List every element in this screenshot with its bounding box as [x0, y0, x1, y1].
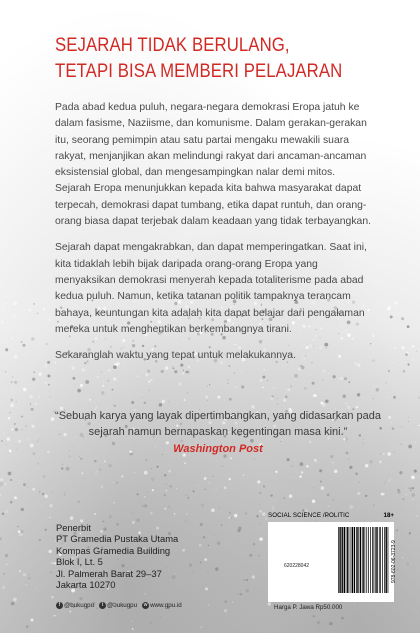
- barcode-box: [268, 510, 397, 611]
- publisher-info: [56, 522, 216, 590]
- synopsis-paragraph-1: Pada abad kedua puluh, negara-negara demokrasi Eropa jatuh ke dalam fasisme, Naziisme, dan komunisme. Dalam gerakan-gerakan itu, seorang pemimpin atau satu partai mengaku mewakili suara rakyat, menjanjikan akan melindungi rakyat dari ancaman-ancaman eksistensial global, dan mengesampingkan nalar demi mitos. Sejarah Eropa menunjukkan kepada kita bahwa masyarakat dapat terpecah, demokrasi dapat tumbang, etika dapat runtuh, dan orang-orang biasa dapat terjebak dalam keadaan yang tidak terbayangkan.: [55, 102, 371, 228]
- isbn-number: 978-602-06-3723-9: [391, 540, 397, 583]
- synopsis: [55, 100, 373, 374]
- facebook-icon: f: [56, 602, 63, 609]
- publisher-line: Blok I, Lt. 5: [56, 556, 103, 568]
- isbn-barcode: [336, 525, 390, 598]
- price-label: Harga P. Jawa Rp50.000: [274, 604, 343, 611]
- category-label: SOCIAL SCIENCE /POLITIC: [268, 511, 350, 519]
- quote-text: “Sebuah karya yang layak dipertimbangkan, yang didasarkan pada sejarah namun bernapaskan kegentingan masa kini.”: [55, 410, 381, 438]
- headline: [55, 32, 343, 84]
- publisher-line: Jakarta 10270: [56, 579, 116, 591]
- synopsis-paragraph-3: Sekaranglah waktu yang tepat untuk melakukannya.: [55, 350, 296, 362]
- publisher-line: Jl. Palmerah Barat 29–37: [56, 567, 162, 579]
- headline-line-1: SEJARAH TIDAK BERULANG,: [55, 34, 290, 56]
- social-links: [56, 602, 256, 609]
- globe-icon: w: [143, 602, 148, 608]
- publisher-label: Penerbit: [56, 522, 91, 533]
- publisher-line: Kompas Gramedia Building: [56, 544, 171, 556]
- synopsis-paragraph-2: Sejarah dapat mengakrabkan, dan dapat memperingatkan. Saat ini, kita tidaklah lebih bijak daripada orang-orang Eropa yang menyaksikan demokrasi menyerah kepada totaliterisme pada abad kedua puluh. Namun, ketika tatanan politik tampaknya terancam bahaya, keuntungan kita adalah kita dapat belajar dari pengalaman mereka untuk menghentikan berkembangnya tirani.: [55, 242, 367, 335]
- twitter-icon: t: [99, 602, 106, 609]
- barcode-panel: [268, 522, 397, 602]
- review-quote: [48, 408, 388, 457]
- headline-line-2: TETAPI BISA MEMBERI PELAJARAN: [55, 60, 343, 82]
- age-rating: 18+: [383, 511, 394, 519]
- twitter-link[interactable]: t @bukugpu: [99, 602, 137, 609]
- publisher-line: PT Gramedia Pustaka Utama: [56, 533, 179, 545]
- quote-source: Washington Post: [173, 443, 263, 455]
- product-code: 620228042: [284, 563, 310, 569]
- website-link[interactable]: w www.gpu.id: [143, 602, 182, 610]
- facebook-link[interactable]: f @bukugpu: [56, 602, 94, 609]
